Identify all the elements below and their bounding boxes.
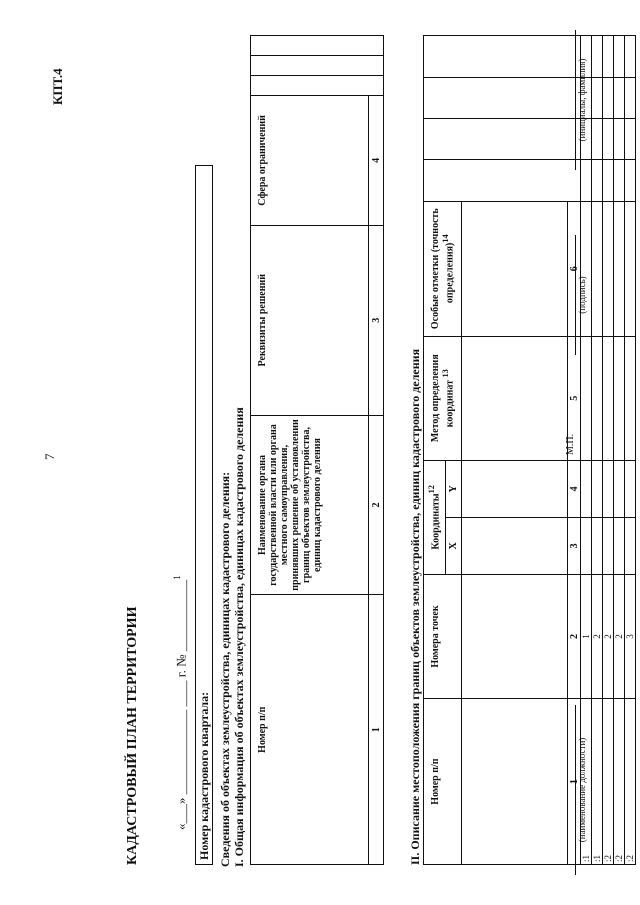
- table-cell: [592, 201, 603, 336]
- coords-footnote: 12: [427, 485, 437, 494]
- row-point: 1: [581, 574, 592, 698]
- row-point: 2: [592, 574, 603, 698]
- col-number-2: 2: [369, 415, 384, 595]
- table-cell: [603, 517, 614, 574]
- section2-title: II. Описание местоположения границ объектов землеустройства, единиц кадастрового деления: [408, 348, 422, 865]
- table-cell: [592, 36, 603, 78]
- table-cell: [462, 460, 568, 517]
- row-num: :2: [614, 699, 625, 865]
- col-number-4: 4: [568, 460, 581, 517]
- form-code: КПТ.4: [50, 68, 65, 105]
- table-cell: [424, 77, 581, 118]
- col-header-special: [424, 201, 462, 336]
- table-cell: [424, 36, 581, 78]
- table-cell: [603, 118, 614, 159]
- col-number-5: 5: [568, 336, 581, 460]
- col-header-num: Номер п/п: [424, 699, 462, 865]
- table-cell: [581, 460, 592, 517]
- date-footnote: 1: [172, 575, 182, 580]
- method-footnote: 13: [441, 369, 450, 378]
- col-number-2: 2: [568, 574, 581, 698]
- col-header-requisites: Реквизиты решений: [251, 225, 369, 415]
- quarter-number-table: [195, 165, 213, 865]
- col-header-y: Y: [446, 460, 462, 517]
- table-cell: [592, 118, 603, 159]
- table-cell: [625, 36, 636, 78]
- row-point: 2: [614, 574, 625, 698]
- table-cell: [424, 160, 581, 201]
- general-info-table: [250, 35, 384, 865]
- page-title: КАДАСТРОВЫЙ ПЛАН ТЕРРИТОРИИ: [125, 606, 140, 865]
- table-cell: [462, 574, 568, 698]
- table-cell: [592, 77, 603, 118]
- table-cell: [603, 460, 614, 517]
- col-number-6: 6: [568, 201, 581, 336]
- table-cell: [251, 56, 384, 76]
- col-header-coords: [424, 460, 446, 574]
- table-row: [592, 36, 603, 865]
- col-number-3: 3: [568, 517, 581, 574]
- table-cell: [251, 36, 384, 56]
- row-num: :1: [592, 699, 603, 865]
- table-cell: [614, 201, 625, 336]
- table-cell: [625, 460, 636, 517]
- section-intro: Сведения об объектах землеустройства, единицах кадастрового деления:: [218, 471, 232, 867]
- table-cell: [625, 160, 636, 201]
- table-cell: [625, 201, 636, 336]
- col-number-1: 1: [369, 595, 384, 865]
- col-number-3: 3: [369, 225, 384, 415]
- name-caption: (инициалы, фамилия): [575, 30, 587, 170]
- table-cell: [462, 201, 568, 336]
- col-number-4: 4: [369, 95, 384, 225]
- position-caption: (наименование должности): [575, 705, 587, 875]
- page-number: 7: [42, 453, 57, 460]
- table-cell: [603, 160, 614, 201]
- table-row: [614, 36, 625, 865]
- table-cell: [592, 336, 603, 460]
- table-cell: [603, 36, 614, 78]
- boundary-description-table: [423, 35, 636, 865]
- row-num: :2: [603, 699, 614, 865]
- table-cell: [592, 160, 603, 201]
- table-cell: [625, 77, 636, 118]
- table-cell: [603, 336, 614, 460]
- row-point: 3: [625, 574, 636, 698]
- row-num: :2: [625, 699, 636, 865]
- table-cell: [614, 118, 625, 159]
- table-cell: [462, 517, 568, 574]
- signature-caption: (подпись): [575, 235, 587, 355]
- special-label: Особые отметки (точность определения): [430, 208, 456, 330]
- table-cell: [592, 517, 603, 574]
- col-header-method: [424, 336, 462, 460]
- stamp-label: М.П.: [565, 433, 576, 455]
- method-label: Метод определения координат: [430, 354, 456, 443]
- table-cell: [581, 517, 592, 574]
- table-cell: [614, 517, 625, 574]
- table-cell: [251, 75, 384, 95]
- date-number-line: [172, 575, 189, 830]
- section1-title: I. Общая информация об объектах землеустройства, единицах кадастрового деления: [232, 407, 246, 867]
- table-row: [603, 36, 614, 865]
- table-cell: [592, 460, 603, 517]
- col-number-1: 1: [568, 699, 581, 865]
- col-header-scope: Сфера ограничений: [251, 95, 369, 225]
- table-cell: [614, 336, 625, 460]
- table-cell: [614, 77, 625, 118]
- table-cell: [614, 36, 625, 78]
- table-cell: [625, 336, 636, 460]
- col-header-num: Номер п/п: [251, 595, 369, 865]
- table-cell: [614, 460, 625, 517]
- boundary-rows: [581, 36, 636, 865]
- table-cell: [614, 160, 625, 201]
- coords-label: Координаты: [430, 493, 442, 550]
- table-cell: [424, 118, 581, 159]
- table-cell: [603, 201, 614, 336]
- col-header-authority: Наименование органа государственной власти или органа местного самоуправления, принявших решение об установлении границ объектов землеустройства, единиц кадастрового деления: [251, 415, 369, 595]
- table-cell: [625, 118, 636, 159]
- table-cell: [603, 77, 614, 118]
- col-header-x: X: [446, 517, 462, 574]
- special-footnote: 14: [441, 234, 450, 243]
- col-header-points: Номера точек: [424, 574, 462, 698]
- table-cell: [462, 336, 568, 460]
- row-point: 2: [603, 574, 614, 698]
- table-row: [625, 36, 636, 865]
- row-num: :1: [581, 699, 592, 865]
- quarter-label: Номер кадастрового квартала:: [196, 166, 213, 865]
- date-line-text: «___» _____________ ____ г. № ___________: [173, 579, 189, 830]
- table-cell: [462, 699, 568, 865]
- table-cell: [625, 517, 636, 574]
